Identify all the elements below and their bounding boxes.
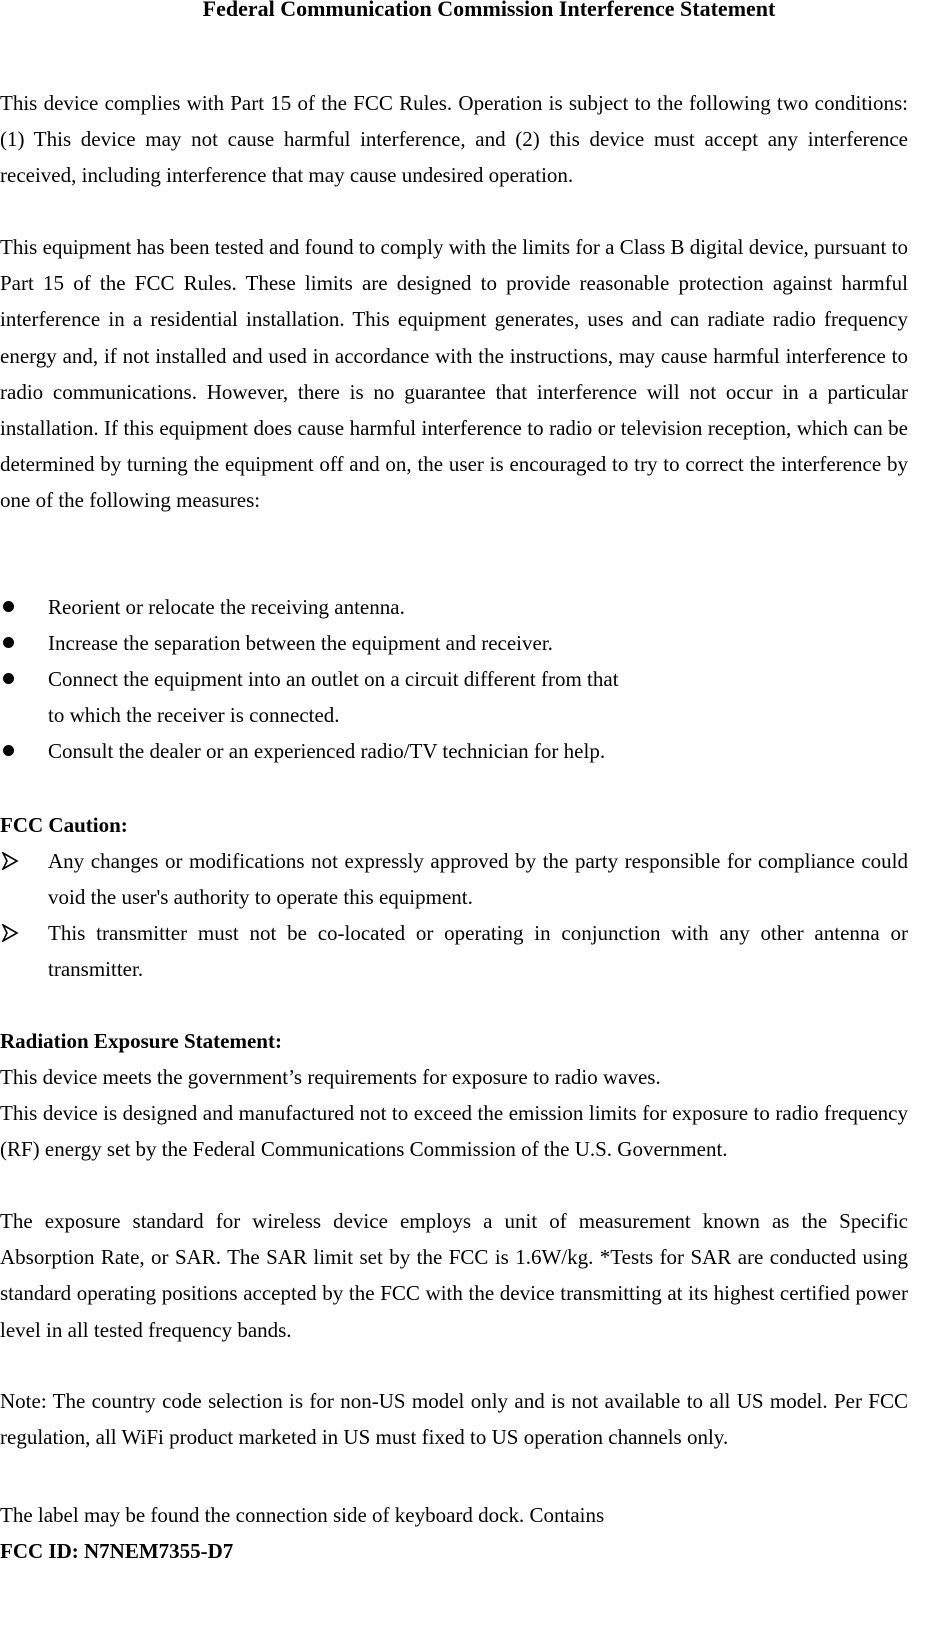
fcc-caution-heading: FCC Caution:	[0, 813, 128, 837]
list-item	[0, 589, 908, 625]
arrow-bullet-icon	[0, 843, 22, 879]
list-item-text: to which the receiver is connected.	[48, 703, 340, 727]
list-item-text: Increase the separation between the equipment and receiver.	[48, 631, 553, 655]
list-item-text: Reorient or relocate the receiving antenna.	[48, 595, 405, 619]
list-item	[0, 915, 908, 987]
list-item	[0, 661, 908, 697]
list-item	[0, 843, 908, 915]
arrow-bullet-icon	[0, 915, 22, 951]
bullet-dot-icon	[3, 637, 14, 648]
radiation-exposure-heading: Radiation Exposure Statement:	[0, 1029, 282, 1053]
bullet-dot-icon	[3, 601, 14, 612]
measures-list	[0, 589, 908, 769]
sar-paragraph: The exposure standard for wireless device employs a unit of measurement known as the Specific Absorption Rate, or SAR. The SAR limit set by the FCC is 1.6W/kg. *Tests for SAR are conducted using standard operating positions accepted by the FCC with the device transmitting at its highest certified power level in all tested frequency bands.	[0, 1209, 908, 1342]
class-b-paragraph: This equipment has been tested and found to comply with the limits for a Class B digital device, pursuant to Part 15 of the FCC Rules. These limits are designed to provide reasonable protection against harmful interference in a residential installation. This equipment generates, uses and can radiate radio frequency energy and, if not installed and used in accordance with the instructions, may cause harmful interference to radio communications. However, there is no guarantee that interference will not occur in a particular installation. If this equipment does cause harmful interference to radio or television reception, which can be determined by turning the equipment off and on, the user is encouraged to try to correct the interference by one of the following measures:	[0, 235, 908, 513]
country-code-note: Note: The country code selection is for non-US model only and is not available to all US model. Per FCC regulation, all WiFi product marketed in US must fixed to US operation channels only.	[0, 1389, 908, 1450]
bullet-dot-icon	[3, 745, 14, 756]
list-item	[0, 733, 908, 769]
list-item-text: Any changes or modifications not expressly approved by the party responsible for compliance could void the user's authority to operate this equipment.	[48, 849, 908, 909]
radiation-intro-line: This device meets the government’s requirements for exposure to radio waves.	[0, 1065, 661, 1089]
rf-emission-paragraph: This device is designed and manufactured not to exceed the emission limits for exposure to radio frequency (RF) energy set by the Federal Communications Commission of the U.S. Government.	[0, 1101, 908, 1162]
list-item-continuation	[0, 697, 908, 733]
list-item-text: Connect the equipment into an outlet on a circuit different from that	[48, 667, 619, 691]
compliance-paragraph: This device complies with Part 15 of the FCC Rules. Operation is subject to the following two conditions: (1) This device may not cause harmful interference, and (2) this device must accept any interference received, including interference that may cause undesired operation.	[0, 91, 908, 188]
fcc-id: FCC ID: N7NEM7355-D7	[0, 1539, 234, 1563]
caution-list	[0, 843, 908, 987]
bullet-dot-icon	[3, 673, 14, 684]
list-item-text: This transmitter must not be co-located or operating in conjunction with any other antenna or transmitter.	[48, 921, 908, 981]
page-title: Federal Communication Commission Interference Statement	[202, 0, 776, 21]
list-item-text: Consult the dealer or an experienced radio/TV technician for help.	[48, 739, 606, 763]
list-item	[0, 625, 908, 661]
label-location-line: The label may be found the connection side of keyboard dock. Contains	[0, 1503, 605, 1527]
